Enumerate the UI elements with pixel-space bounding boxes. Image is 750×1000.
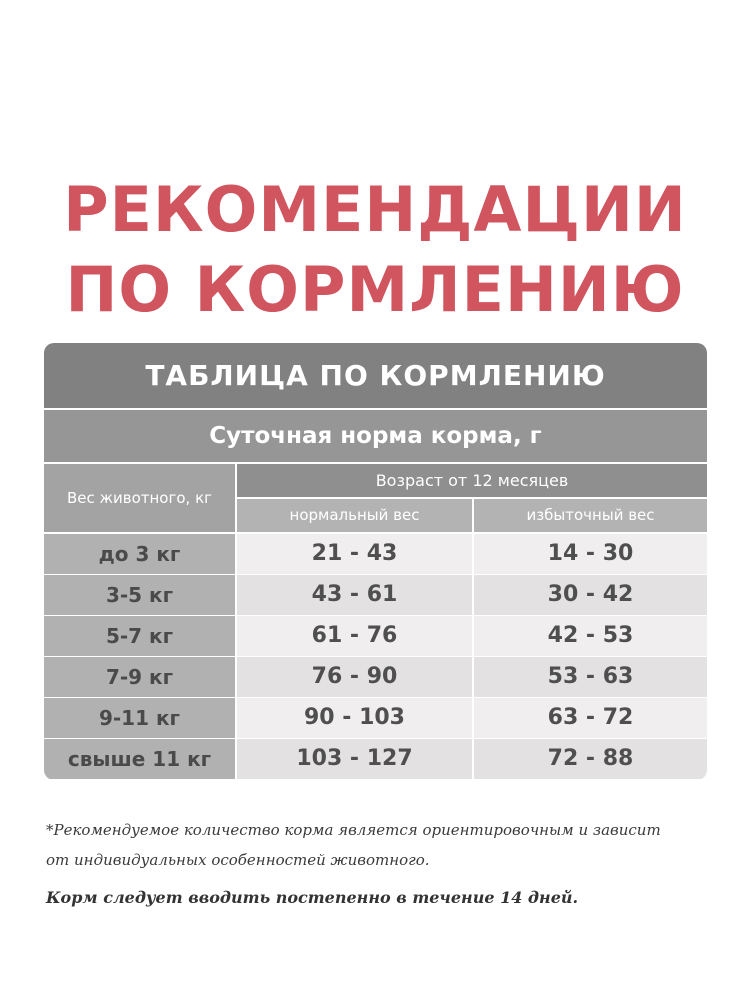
table-row bbox=[44, 534, 707, 574]
normal-weight-cell: 21 - 43 bbox=[237, 534, 472, 574]
weight-cell: свыше 11 кг bbox=[44, 739, 235, 779]
normal-weight-cell: 43 - 61 bbox=[237, 575, 472, 615]
excess-weight-cell: 30 - 42 bbox=[474, 575, 707, 615]
table-subtitle: Суточная норма корма, г bbox=[44, 410, 707, 462]
page-title-line-2: ПО КОРМЛЕНИЮ bbox=[65, 253, 685, 326]
page-title-line-1: РЕКОМЕНДАЦИИ bbox=[63, 173, 687, 246]
table-row bbox=[44, 616, 707, 656]
weight-cell: 9-11 кг bbox=[44, 698, 235, 738]
transition-note: Корм следует вводить постепенно в течение 14 дней. bbox=[46, 888, 579, 907]
normal-weight-cell: 90 - 103 bbox=[237, 698, 472, 738]
excess-weight-cell: 53 - 63 bbox=[474, 657, 707, 697]
weight-cell: 3-5 кг bbox=[44, 575, 235, 615]
age-group-header: Возраст от 12 месяцев bbox=[237, 464, 707, 497]
normal-weight-cell: 61 - 76 bbox=[237, 616, 472, 656]
excess-weight-cell: 72 - 88 bbox=[474, 739, 707, 779]
table-row bbox=[44, 575, 707, 615]
page-title bbox=[0, 170, 750, 330]
table-row bbox=[44, 698, 707, 738]
table-title: ТАБЛИЦА ПО КОРМЛЕНИЮ bbox=[44, 343, 707, 408]
normal-weight-cell: 76 - 90 bbox=[237, 657, 472, 697]
disclaimer-note-line-1: *Рекомендуемое количество корма является ориентировочным и зависит bbox=[46, 821, 661, 839]
table-row bbox=[44, 739, 707, 779]
weight-cell: до 3 кг bbox=[44, 534, 235, 574]
normal-weight-header: нормальный вес bbox=[237, 499, 472, 532]
excess-weight-cell: 63 - 72 bbox=[474, 698, 707, 738]
feeding-table bbox=[44, 343, 707, 780]
normal-weight-cell: 103 - 127 bbox=[237, 739, 472, 779]
excess-weight-header: избыточный вес bbox=[474, 499, 707, 532]
weight-cell: 7-9 кг bbox=[44, 657, 235, 697]
table-row bbox=[44, 657, 707, 697]
excess-weight-cell: 42 - 53 bbox=[474, 616, 707, 656]
disclaimer-note-line-2: от индивидуальных особенностей животного. bbox=[46, 851, 430, 869]
weight-column-header: Вес животного, кг bbox=[44, 464, 235, 532]
excess-weight-cell: 14 - 30 bbox=[474, 534, 707, 574]
weight-cell: 5-7 кг bbox=[44, 616, 235, 656]
